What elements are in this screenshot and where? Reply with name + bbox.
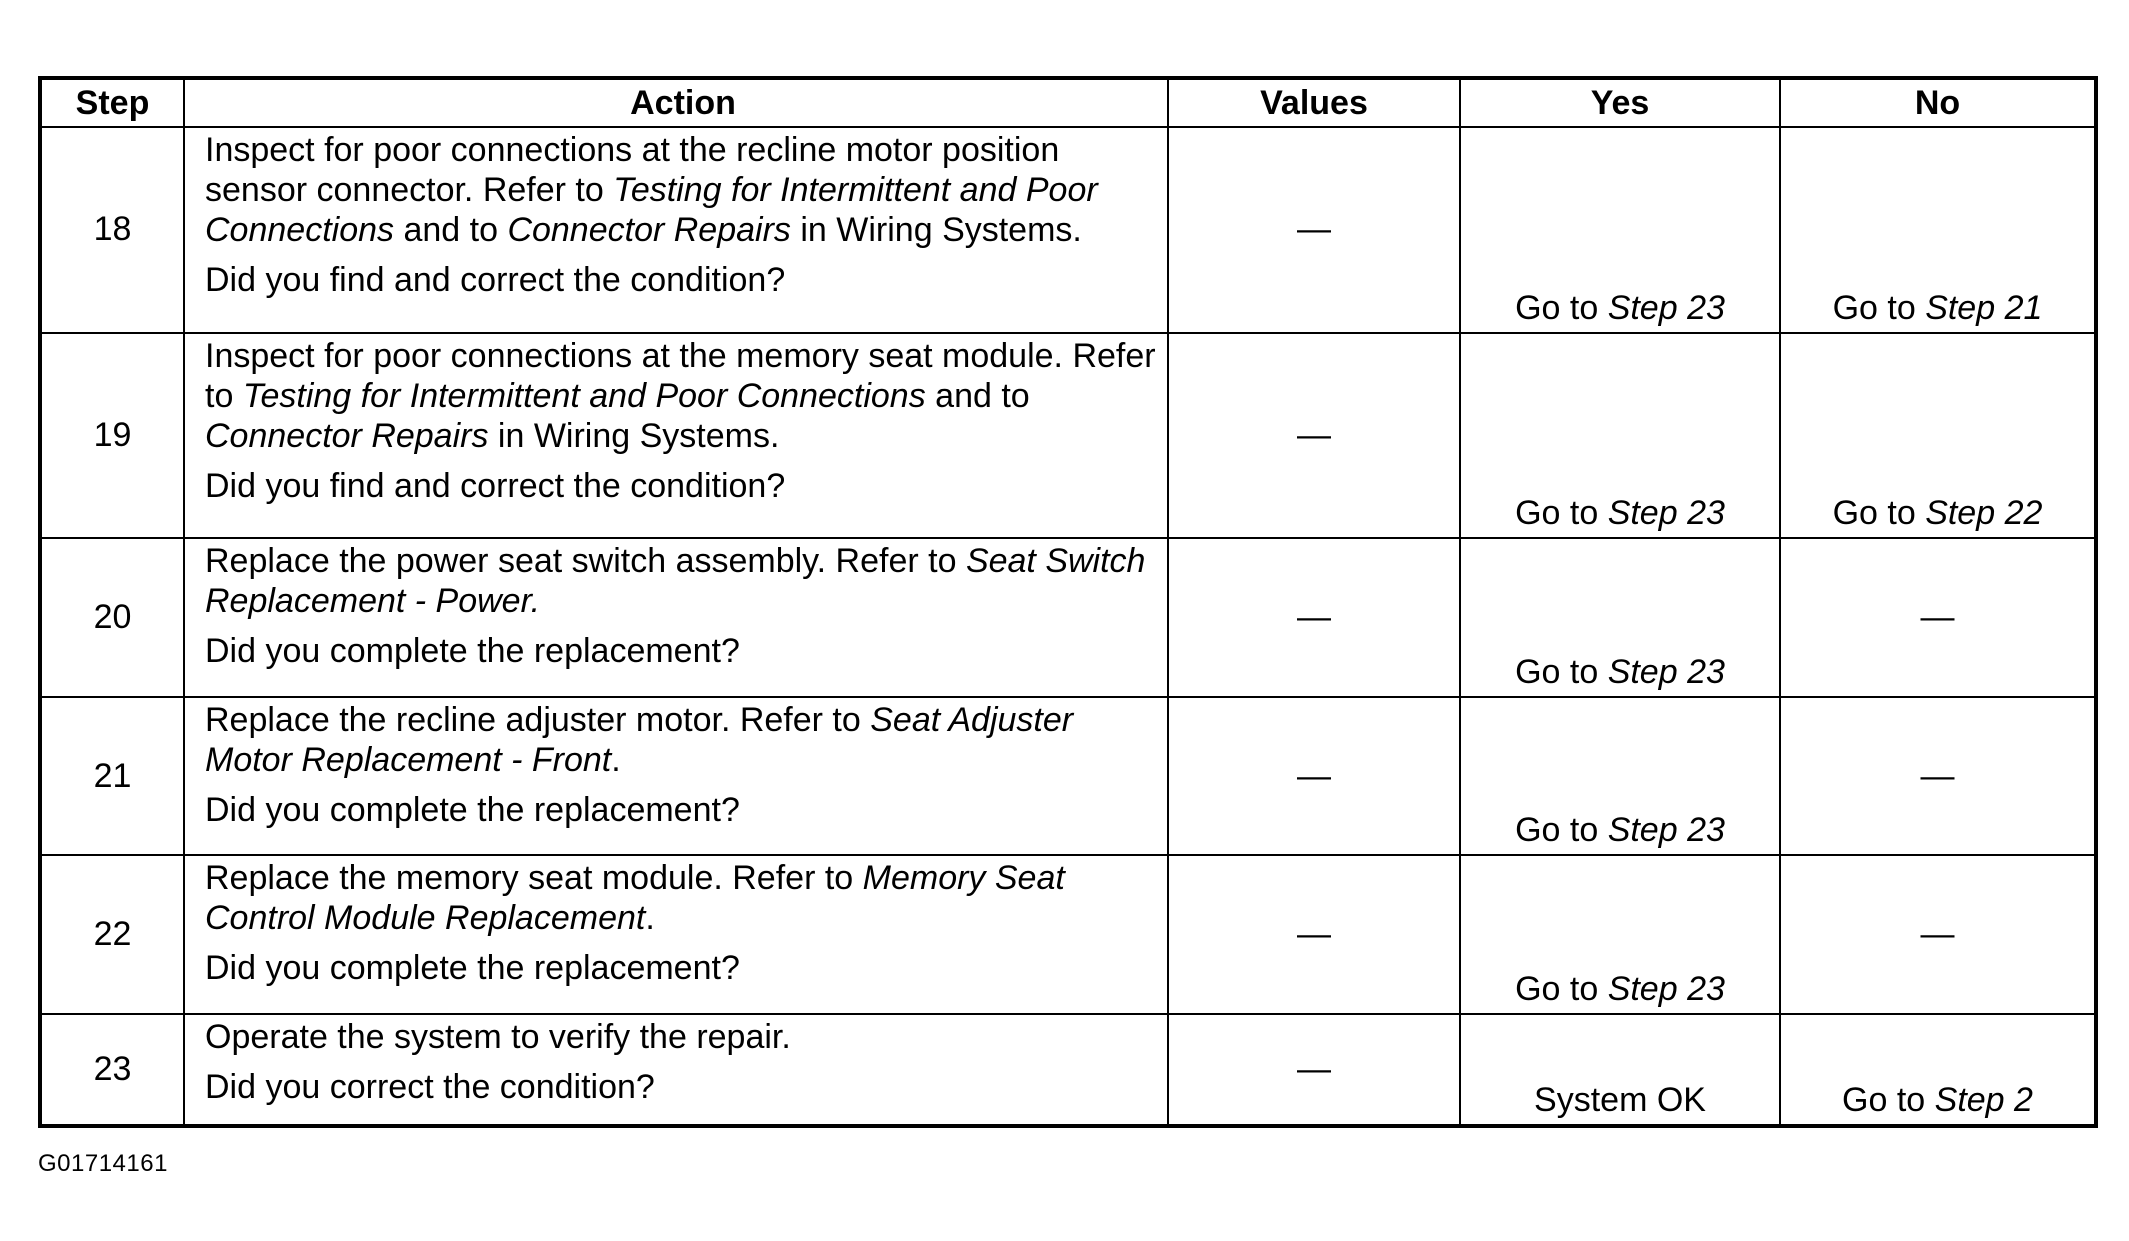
no-cell: —: [1780, 697, 2096, 855]
yes-cell-text: System OK: [1534, 1081, 1706, 1119]
table-row: [40, 538, 2096, 696]
header-values: Values: [1168, 78, 1460, 127]
action-text: in Wiring Systems.: [488, 416, 780, 455]
yes-cell: [1460, 333, 1780, 539]
values-cell: —: [1168, 538, 1460, 696]
header-step: Step: [40, 78, 184, 127]
action-cell: [184, 333, 1168, 539]
step-number: 19: [40, 333, 184, 539]
yes-cell-step-ref: Step 23: [1607, 652, 1725, 691]
step-number: 23: [40, 1014, 184, 1126]
yes-cell-step-ref: Step 23: [1607, 288, 1725, 327]
yes-cell: [1460, 1014, 1780, 1126]
action-text: in Wiring Systems.: [790, 211, 1082, 249]
header-row: [40, 78, 2096, 127]
no-cell-step-ref: Step 2: [1934, 1081, 2033, 1119]
action-cell: [184, 538, 1168, 696]
header-no: No: [1780, 78, 2096, 127]
no-cell-step-ref: Step 21: [1925, 288, 2043, 327]
yes-cell: [1460, 538, 1780, 696]
action-reference: Connector Repairs: [507, 211, 791, 249]
yes-cell: [1460, 127, 1780, 333]
action-question: Did you complete the replacement?: [205, 949, 740, 988]
action-reference: Testing for Intermittent and Poor Connections: [242, 376, 926, 415]
yes-cell-prefix: Go to: [1515, 969, 1608, 1008]
yes-cell-step-ref: Step 23: [1607, 494, 1725, 533]
action-reference: Testing for Intermittent and Poor Connections: [205, 171, 1098, 249]
no-cell-prefix: Go to: [1832, 494, 1926, 533]
yes-cell-prefix: Go to: [1515, 811, 1608, 850]
table-row: [40, 855, 2096, 1013]
action-text: Operate the system to verify the repair.: [205, 1017, 791, 1056]
action-cell: [184, 697, 1168, 855]
action-question: Did you complete the replacement?: [205, 790, 740, 829]
no-cell-step-ref: Step 22: [1925, 494, 2043, 533]
action-text: and to: [925, 376, 1030, 415]
action-text: .: [645, 899, 655, 938]
action-reference: Seat Switch Replacement - Power.: [205, 542, 1146, 621]
action-question: Did you complete the replacement?: [205, 632, 740, 671]
no-cell: [1780, 1014, 2096, 1126]
step-number: 20: [40, 538, 184, 696]
action-instruction: [205, 1017, 1157, 1057]
action-cell: [184, 1014, 1168, 1126]
yes-cell: [1460, 855, 1780, 1013]
action-instruction: [205, 700, 1157, 780]
action-cell: [184, 855, 1168, 1013]
table-row: [40, 1014, 2096, 1126]
action-text: and to: [394, 211, 508, 249]
action-text: Inspect for poor connections at the memory seat module. Refer to: [205, 336, 1156, 415]
yes-cell-prefix: Go to: [1515, 288, 1608, 327]
action-instruction: [205, 858, 1157, 938]
action-text: .: [611, 740, 621, 779]
header-action: Action: [184, 78, 1168, 127]
no-cell-prefix: Go to: [1832, 288, 1926, 327]
action-reference: Seat Adjuster Motor Replacement - Front: [205, 700, 1074, 779]
table-row: [40, 127, 2096, 333]
no-cell: [1780, 333, 2096, 539]
table-row: [40, 333, 2096, 539]
action-reference: Memory Seat Control Module Replacement: [205, 859, 1065, 938]
yes-cell-prefix: Go to: [1515, 494, 1608, 533]
table-body: [40, 127, 2096, 1126]
action-instruction: [205, 336, 1157, 456]
action-instruction: [205, 130, 1157, 250]
action-question: Did you correct the condition?: [205, 1067, 655, 1106]
step-number: 22: [40, 855, 184, 1013]
values-cell: —: [1168, 855, 1460, 1013]
diagnostic-table: [38, 76, 2098, 1128]
values-cell: —: [1168, 697, 1460, 855]
header-yes: Yes: [1460, 78, 1780, 127]
yes-cell-step-ref: Step 23: [1607, 969, 1725, 1008]
action-text: Replace the memory seat module. Refer to: [205, 859, 863, 898]
no-cell: [1780, 127, 2096, 333]
values-cell: —: [1168, 333, 1460, 539]
action-question: Did you find and correct the condition?: [205, 466, 786, 505]
values-cell: —: [1168, 127, 1460, 333]
values-cell: —: [1168, 1014, 1460, 1126]
action-instruction: [205, 541, 1157, 621]
step-number: 18: [40, 127, 184, 333]
action-question: Did you find and correct the condition?: [205, 261, 786, 299]
action-text: Inspect for poor connections at the recline motor position sensor connector. Refer to: [205, 131, 1060, 209]
figure-id: G01714161: [38, 1150, 168, 1177]
no-cell: —: [1780, 855, 2096, 1013]
no-cell: —: [1780, 538, 2096, 696]
action-text: Replace the power seat switch assembly. Refer to: [205, 542, 966, 581]
yes-cell-prefix: Go to: [1515, 652, 1608, 691]
action-cell: [184, 127, 1168, 333]
action-reference: Connector Repairs: [205, 416, 489, 455]
action-text: Replace the recline adjuster motor. Refer to: [205, 700, 871, 739]
step-number: 21: [40, 697, 184, 855]
no-cell-prefix: Go to: [1842, 1081, 1935, 1119]
yes-cell-step-ref: Step 23: [1607, 811, 1725, 850]
table-row: [40, 697, 2096, 855]
yes-cell: [1460, 697, 1780, 855]
